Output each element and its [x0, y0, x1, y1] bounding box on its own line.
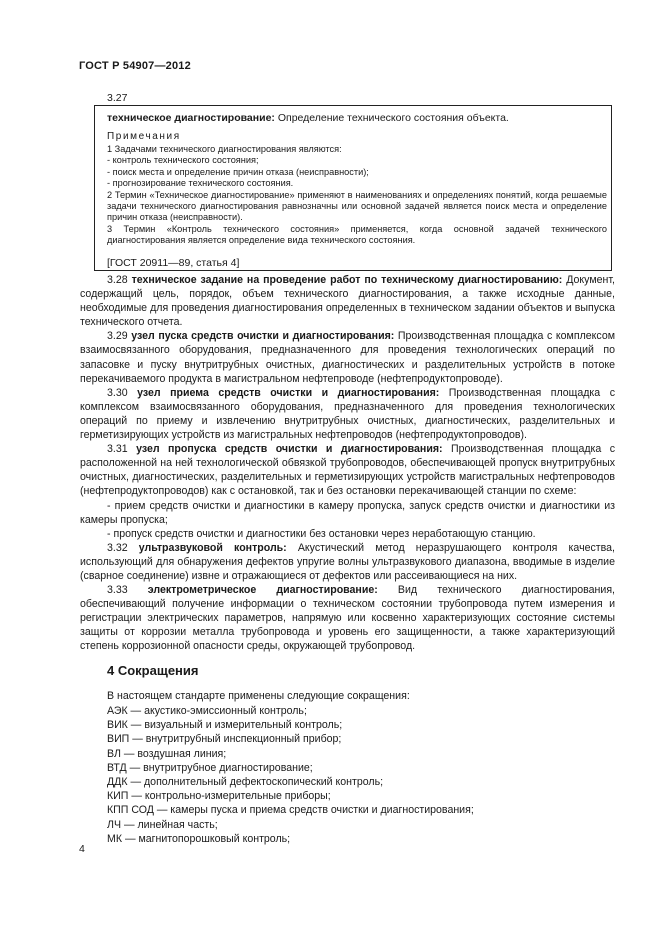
notes-block — [107, 144, 607, 247]
term-number-3-27: 3.27 — [107, 92, 128, 104]
term-paragraph: 3.33 электрометрическое диагностирование: Вид технического диагностирования, обеспечивающий получение информации о техническом состоянии трубопровода путем измерения и регистрации электрических параметров, напрямую или косвенно характеризующих состояние системы защиты от коррозии металла трубопровода и уровень его защищенности, а также характеризующий степень коррозионной опасности среды, окружающей трубопровод. — [80, 584, 616, 653]
term-paragraph: 3.30 узел приема средств очистки и диагностирования: Производственная площадка с комплексом взаимосвязанного оборудования, предназначенного для проведения технологических операций по приему и извлечению внутритрубных очистных, диагностических, разделительных и герметизирующих устройств из магистральных нефтепроводов (нефтепродуктопроводов). — [80, 386, 615, 442]
term-paragraph: 3.32 ультразвуковой контроль: Акустический метод неразрушающего контроля качества, использующий для обнаружения дефектов упругие волны ультразвукового диапазона, вводимые в изделие (сварное соединение) извне и отражающиеся от дефектов или рассеивающиеся на них. — [80, 541, 615, 582]
list-item: МК — магнитопорошковый контроль; — [107, 832, 291, 845]
standard-header: ГОСТ Р 54907—2012 — [79, 60, 191, 72]
abbreviation-list — [107, 704, 474, 846]
term-box — [94, 105, 612, 271]
term-paragraph: 3.28 техническое задание на проведение работ по техническому диагностированию: Документ, содержащий цель, порядок, объем технического диагностирования, а также исходные данные, необходимые для проведения диагностирования определенных в техническом задании объектов и выпуска технического отчета. — [80, 274, 615, 329]
note-line: 2 Термин «Техническое диагностирование» применяют в наименованиях и определениях понятий, когда решаемые задачи технического диагностирования равнозначны или основной задачей является поиск места и определение причин отказа (неисправности). — [107, 189, 607, 223]
list-item: ВЛ — воздушная линия; — [107, 747, 227, 760]
list-item: ЛЧ — линейная часть; — [107, 818, 218, 831]
term-3-27-definition: Определение технического состояния объекта. — [274, 112, 509, 124]
term-3-27-name: техническое диагностирование: — [107, 112, 275, 124]
section-title: 4 Сокращения — [107, 663, 199, 678]
term-paragraph: - прием средств очистки и диагностики в камеру пропуска, запуск средств очистки и диагностики из камеры пропуска; — [80, 499, 615, 526]
source-reference: [ГОСТ 20911—89, статья 4] — [107, 257, 240, 269]
note-line: - прогнозирование технического состояния. — [107, 178, 294, 189]
list-item: КИП — контрольно-измерительные приборы; — [107, 790, 331, 803]
page-number: 4 — [79, 843, 85, 855]
term-paragraph: 3.31 узел пропуска средств очистки и диагностирования: Производственная площадка с расположенной на ней технологической обвязкой трубопроводов, обеспечивающей пропуск внутритрубных очистных, диагностических, разделительных и герметизирующих устройств магистральных нефтепроводов (нефтепродуктопроводов) как с остановкой, так и без остановки перекачивающей станции по схеме: — [80, 443, 615, 498]
list-item: АЭК — акустико-эмиссионный контроль; — [107, 705, 307, 717]
terms-body — [80, 273, 615, 654]
note-line: - контроль технического состояния; — [107, 155, 259, 166]
list-item: ДДК — дополнительный дефектоскопический контроль; — [107, 776, 384, 789]
term-paragraph: - пропуск средств очистки и диагностики без остановки через неработающую станцию. — [107, 527, 536, 540]
term-3-27 — [107, 112, 509, 124]
note-line: 3 Термин «Контроль технического состояния» применяется, когда основной задачей технического диагностирования является определение вида технического состояния. — [107, 223, 607, 246]
term-paragraph: 3.29 узел пуска средств очистки и диагностирования: Производственная площадка с комплексом взаимосвязанного оборудования, предназначенного для проведения технологических операций по запасовке и пуску внутритрубных очистных, диагностических и разделительных устройств в потоке перекачиваемого продукта в магистральном нефтепроводе (нефтепродуктопроводе). — [80, 330, 615, 385]
list-item: КПП СОД — камеры пуска и приема средств очистки и диагностирования; — [107, 804, 474, 817]
list-item: ВИК — визуальный и измерительный контроль; — [107, 719, 343, 732]
note-line: 1 Задачами технического диагностирования являются: — [107, 144, 342, 154]
notes-title: Примечания — [107, 131, 181, 142]
section-intro: В настоящем стандарте применены следующие сокращения: — [107, 690, 410, 702]
list-item: ВИП — внутритрубный инспекционный прибор; — [107, 733, 342, 746]
list-item: ВТД — внутритрубное диагностирование; — [107, 761, 313, 774]
note-line: - поиск места и определение причин отказа (неисправности); — [107, 166, 369, 177]
